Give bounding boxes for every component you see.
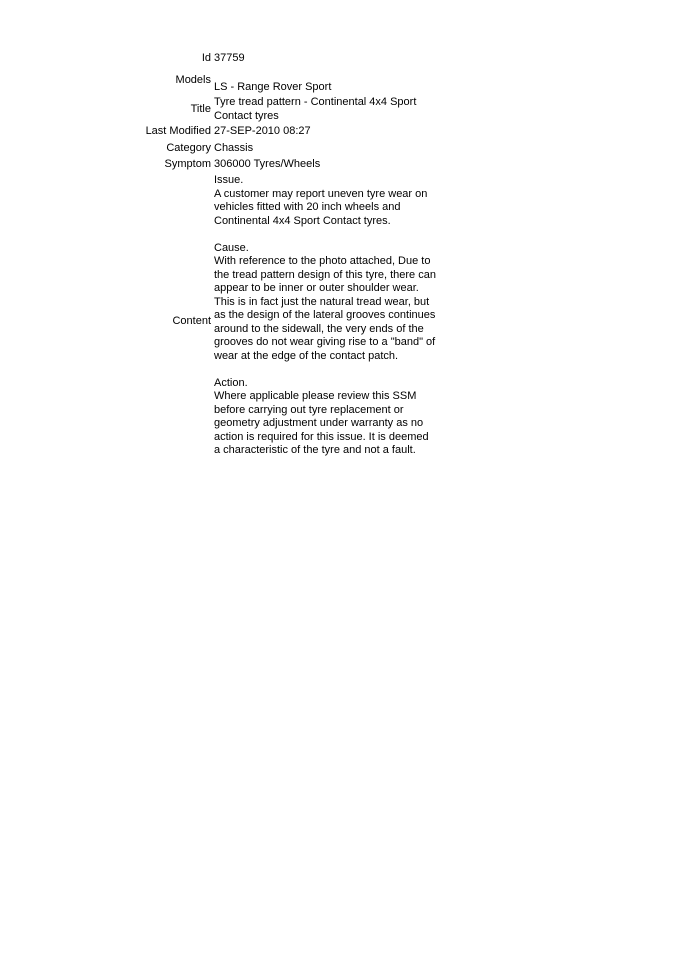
content-label: Content xyxy=(172,315,211,327)
id-label: Id xyxy=(201,52,211,64)
id-value: 37759 xyxy=(214,52,245,64)
issue-heading: Issue. xyxy=(214,174,244,186)
action-heading: Action. xyxy=(214,376,248,389)
action-text: Where applicable please review this SSM before carrying out tyre replacement or geometry adjustment under warranty as no action is required for this issue. It is deemed a characteristic of the tyre and not a fault. xyxy=(214,390,429,456)
last-modified-label: Last Modified xyxy=(145,125,211,137)
category-label: Category xyxy=(166,142,211,154)
content-body xyxy=(214,174,436,458)
action-section xyxy=(214,377,436,458)
cause-heading: Cause. xyxy=(214,241,249,254)
models-label: Models xyxy=(175,74,211,86)
issue-section xyxy=(214,174,436,228)
symptom-value: 306000 Tyres/Wheels xyxy=(214,158,321,170)
issue-text: A customer may report uneven tyre wear on vehicles fitted with 20 inch wheels and Continental 4x4 Sport Contact tyres. xyxy=(214,187,428,227)
cause-text: With reference to the photo attached, Due to the tread pattern design of this tyre, there can appear to be inner or outer shoulder wear. This is in fact just the natural tread wear, but as the design of the lateral grooves continues around to the sidewall, the very ends of the grooves do not wear giving rise to a "band" of wear at the edge of the contact patch. xyxy=(214,255,436,362)
title-label: Title xyxy=(190,103,211,115)
models-value: LS - Range Rover Sport xyxy=(214,81,332,93)
category-value: Chassis xyxy=(214,142,254,154)
title-value: Tyre tread pattern - Continental 4x4 Sport Contact tyres xyxy=(214,96,417,122)
symptom-label: Symptom xyxy=(164,158,211,170)
cause-section xyxy=(214,242,436,364)
last-modified-value: 27-SEP-2010 08:27 xyxy=(214,125,311,137)
